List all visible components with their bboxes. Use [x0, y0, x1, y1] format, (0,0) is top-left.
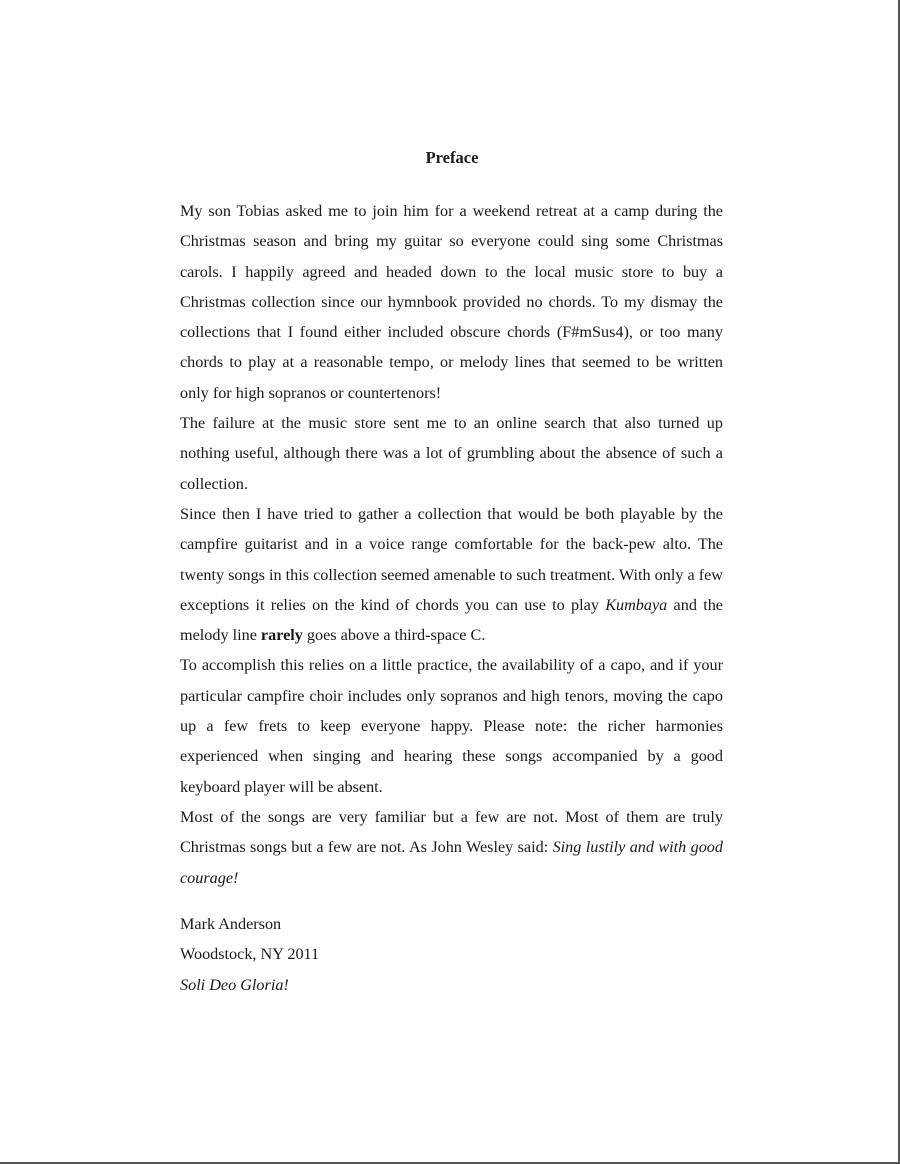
page-title: Preface [425, 148, 479, 167]
preface-body [180, 196, 723, 893]
paragraph-4: To accomplish this relies on a little practice, the availability of a capo, and if your particular campfire choir includes only sopranos and high tenors, moving the capo up a few frets to keep everyone happy. Please note: the richer harmonies experienced when singing and hearing these songs accompanied by a good keyboard player will be absent. [180, 656, 723, 796]
paragraph-3 [180, 499, 723, 650]
author-name: Mark Anderson [180, 915, 282, 933]
closing-motto: Soli Deo Gloria! [180, 975, 289, 994]
song-title-kumbaya: Kumbaya [605, 595, 668, 614]
paragraph-3-text-c: goes above a third-space C. [302, 626, 486, 645]
emphasis-rarely: rarely [260, 626, 303, 645]
paragraph-3-text-a: Since then I have tried to gather a collection that would be both playable by the campfire guitarist and in a voice range comfortable for the back-pew alto. The twenty songs in this collection seemed amenable to such treatment. With only a few exceptions it relies on the kind of chords you can use to play [180, 504, 723, 614]
paragraph-5-text-a: Most of the songs are very familiar but a few are not. Most of them are truly Christmas songs but a few are not. As John Wesley said: [180, 807, 723, 857]
signature-block [180, 909, 723, 1000]
wesley-quote: Sing lustily and with good courage! [180, 838, 723, 887]
paragraph-1: My son Tobias asked me to join him for a weekend retreat at a camp during the Christmas season and bring my guitar so everyone could sing some Christmas carols. I happily agreed and headed down to the local music store to buy a Christmas collection since our hymnbook provided no chords. To my dismay the collections that I found either included obscure chords (F#mSus4), or too many chords to play at a reasonable tempo, or melody lines that seemed to be written only for high sopranos or countertenors! [180, 202, 723, 402]
paragraph-5 [180, 802, 723, 893]
paragraph-3-text-b: and the melody line [180, 595, 723, 645]
paragraph-2: The failure at the music store sent me to an online search that also turned up nothing useful, although there was a lot of grumbling about the absence of such a collection. [180, 414, 723, 493]
place-and-year: Woodstock, NY 2011 [180, 945, 320, 964]
